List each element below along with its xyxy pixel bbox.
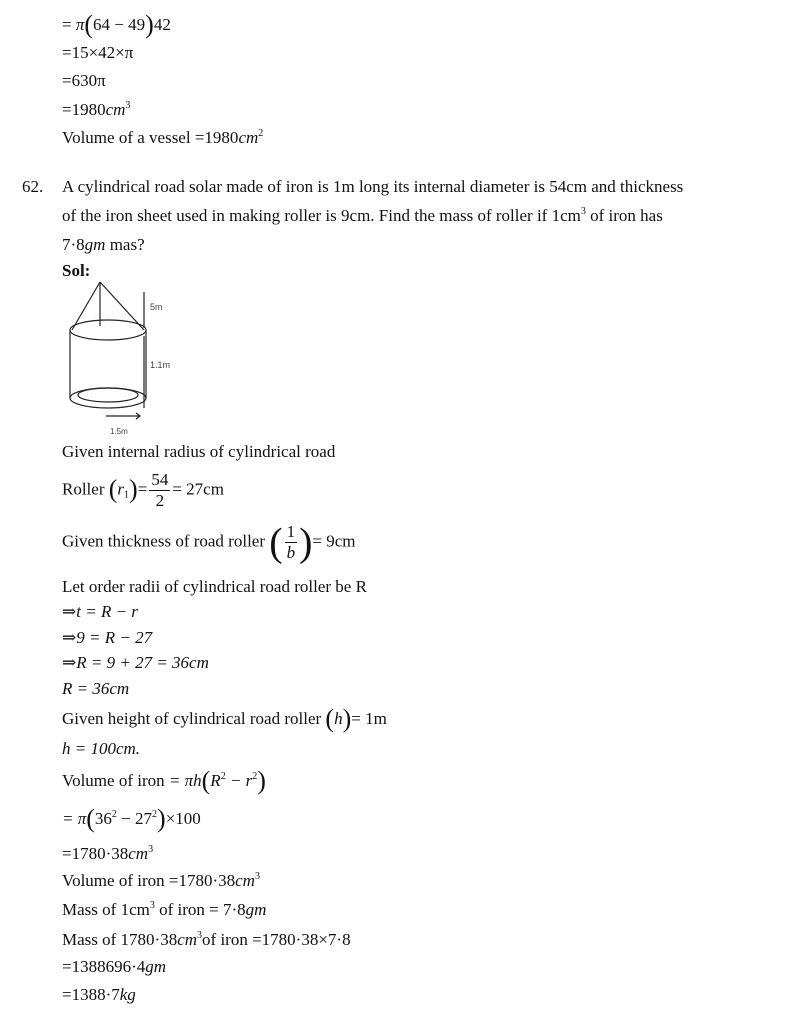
cylinder-inner-ellipse	[78, 388, 138, 402]
sol-line-11: Volume of iron = $\pi h(R^2 - r^2)$	[62, 766, 266, 795]
sol-line-16: Mass of $1780\cdot 38cm^3of$ iron =1780·38×7·8	[62, 930, 351, 949]
prev-line-5: Volume of a vessel $=1980cm^2$	[62, 128, 264, 147]
sol-line-13: $=1780\cdot 38cm^3$	[62, 844, 154, 863]
sol-line-5: ⇒t = R − r	[62, 602, 138, 621]
sol-line-17: =1388696·4gm	[62, 957, 167, 976]
problem-number: 62.	[22, 177, 44, 196]
figure-label-top: 5m	[150, 302, 163, 312]
sol-line-4: Let order radii of cylindrical road roller be R	[62, 577, 367, 596]
sol-line-8: R = 36cm	[62, 679, 130, 698]
problem-line-1: A cylindrical road solar made of iron is 1m long its internal diameter is 54cm and thickness	[62, 177, 684, 196]
cone-line-right	[100, 282, 144, 330]
prev-line-4: $=1980cm^3$	[62, 100, 131, 119]
sol-line-9: Given height of cylindrical road roller (h)= 1m	[62, 704, 387, 733]
sol-line-14: Volume of iron $=1780\cdot 38cm^3$	[62, 871, 260, 890]
sol-line-18: =1388·7kg	[62, 985, 136, 1004]
prev-line-3: =630π	[62, 71, 106, 90]
figure-label-side: 1.1m	[150, 360, 171, 370]
sol-line-6: ⇒9 = R − 27	[62, 628, 153, 647]
cylinder-figure	[60, 280, 190, 440]
problem-line-3: 7·8gm mas?	[62, 235, 145, 254]
sol-line-10: h = 100cm.	[62, 739, 141, 758]
figure-label-bottom: 1.5m	[110, 427, 128, 436]
sol-label: Sol:	[62, 261, 91, 280]
problem-line-2: of the iron sheet used in making roller is 9cm. Find the mass of roller if $1cm^3$ of iron has	[62, 206, 663, 225]
sol-line-12: = $\pi(36^2 - 27^2)\times 100$	[62, 804, 201, 833]
cone-line-left	[72, 282, 100, 330]
sol-line-2: Roller $(r_1)=$ $\frac{54}{2}$ = 27cm	[62, 470, 224, 510]
sol-line-7: ⇒R = 9 + 27 = 36cm	[62, 653, 209, 672]
prev-line-1: = π(64 − 49)42	[62, 10, 171, 39]
cylinder-top-ellipse	[70, 320, 146, 340]
sol-line-15: Mass of $1cm^3$ of iron = 7·8gm	[62, 900, 267, 919]
sol-line-1: Given internal radius of cylindrical road	[62, 442, 336, 461]
prev-line-2: =15×42×π	[62, 43, 134, 62]
sol-line-3: Given thickness of road roller ( $\frac{1}{b}$ )= 9cm	[62, 519, 356, 565]
